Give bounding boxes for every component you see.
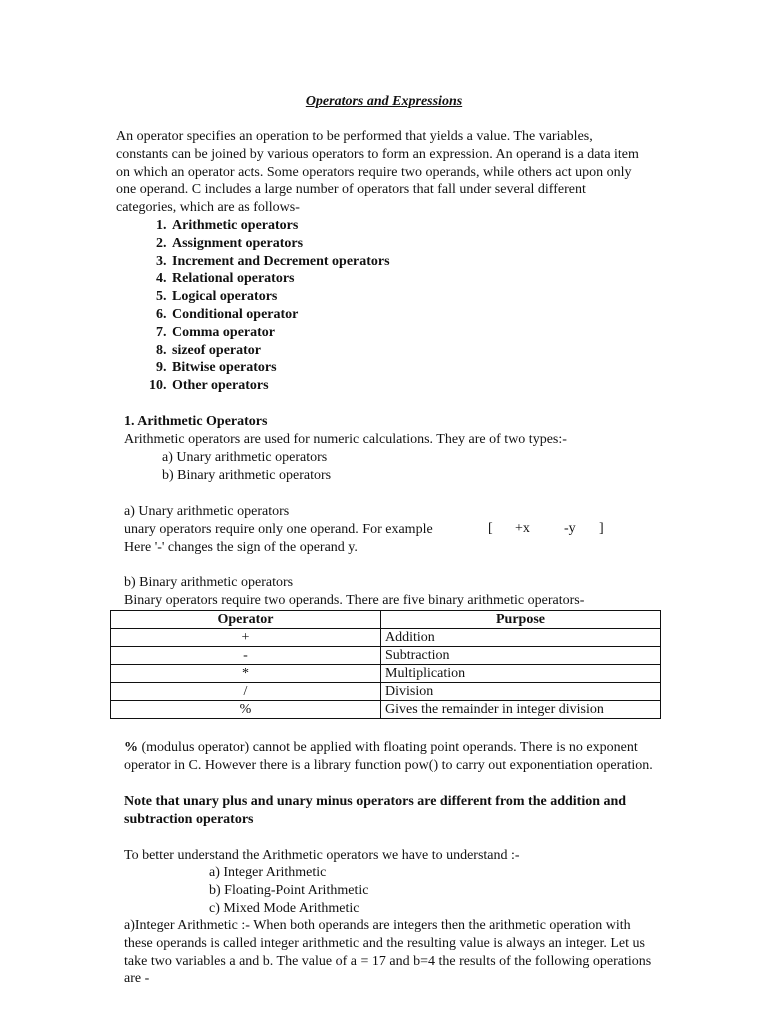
list-item: 8. sizeof operator	[170, 342, 650, 360]
table-row	[111, 647, 661, 665]
integer-arithmetic-paragraph: a)Integer Arithmetic :- When both operands are integers then the arithmetic operation with these operands is called integer arithmetic and the resulting value is always an integer. Let us take two variables a and b. The value of a = 17 and b=4 the results of the following operations are -	[124, 918, 652, 987]
operators-table	[110, 610, 661, 719]
list-item: 10. Other operators	[170, 377, 650, 395]
list-item: 5. Logical operators	[170, 288, 650, 306]
intro-paragraph: An operator specifies an operation to be performed that yields a value. The variables, constants can be joined by various operators to form an expression. An operand is a data item on which an operator acts. Some operators require two operands, while others act upon only one operand. C includes a large number of operators that fall under several different categories, which are as follows-	[116, 129, 639, 216]
arithmetic-heading: 1. Arithmetic Operators	[124, 414, 268, 429]
unary-note: Here '-' changes the sign of the operand y.	[124, 540, 358, 555]
purpose-cell: Addition	[381, 629, 661, 647]
header-purpose: Purpose	[381, 611, 661, 629]
list-item: 3. Increment and Decrement operators	[170, 253, 650, 271]
unary-heading: a) Unary arithmetic operators	[124, 504, 290, 519]
list-item: 2. Assignment operators	[170, 235, 650, 253]
binary-description: Binary operators require two operands. There are five binary arithmetic operators-	[124, 593, 585, 608]
purpose-cell: Subtraction	[381, 647, 661, 665]
example-plus-x: +x	[515, 521, 530, 536]
arith-type-binary: b) Binary arithmetic operators	[162, 468, 332, 483]
understand-item: c) Mixed Mode Arithmetic	[209, 901, 360, 916]
table-row	[111, 629, 661, 647]
purpose-cell: Gives the remainder in integer division	[381, 701, 661, 719]
table-header-row	[111, 611, 661, 629]
understand-intro: To better understand the Arithmetic operators we have to understand :-	[124, 848, 520, 863]
list-item: 6. Conditional operator	[170, 306, 650, 324]
operator-cell: %	[111, 701, 381, 719]
binary-heading: b) Binary arithmetic operators	[124, 575, 294, 590]
operator-cell: *	[111, 665, 381, 683]
understand-item: b) Floating-Point Arithmetic	[209, 883, 369, 898]
operator-cell: -	[111, 647, 381, 665]
unary-description: unary operators require only one operand. For example	[124, 522, 433, 537]
table-row	[111, 701, 661, 719]
understand-item: a) Integer Arithmetic	[209, 865, 327, 880]
operator-categories-list	[116, 217, 650, 395]
modulus-symbol: %	[124, 740, 138, 755]
example-close-bracket: ]	[599, 521, 604, 536]
arith-type-unary: a) Unary arithmetic operators	[162, 450, 328, 465]
table-row	[111, 683, 661, 701]
purpose-cell: Division	[381, 683, 661, 701]
page-title: Operators and Expressions	[305, 94, 463, 109]
list-item: 4. Relational operators	[170, 270, 650, 288]
header-operator: Operator	[111, 611, 381, 629]
operator-cell: +	[111, 629, 381, 647]
purpose-cell: Multiplication	[381, 665, 661, 683]
operator-cell: /	[111, 683, 381, 701]
example-open-bracket: [	[488, 521, 493, 536]
list-item: 9. Bitwise operators	[170, 359, 650, 377]
unary-note-bold: Note that unary plus and unary minus operators are different from the addition and subtraction operators	[124, 794, 627, 827]
arithmetic-description: Arithmetic operators are used for numeric calculations. They are of two types:-	[124, 432, 567, 447]
list-item: 7. Comma operator	[170, 324, 650, 342]
table-row	[111, 665, 661, 683]
list-item: 1. Arithmetic operators	[170, 217, 650, 235]
example-minus-y: -y	[564, 521, 576, 536]
modulus-text: (modulus operator) cannot be applied with floating point operands. There is no exponent operator in C. However there is a library function pow() to carry out exponentiation operation.	[124, 740, 653, 773]
modulus-paragraph	[124, 739, 664, 775]
